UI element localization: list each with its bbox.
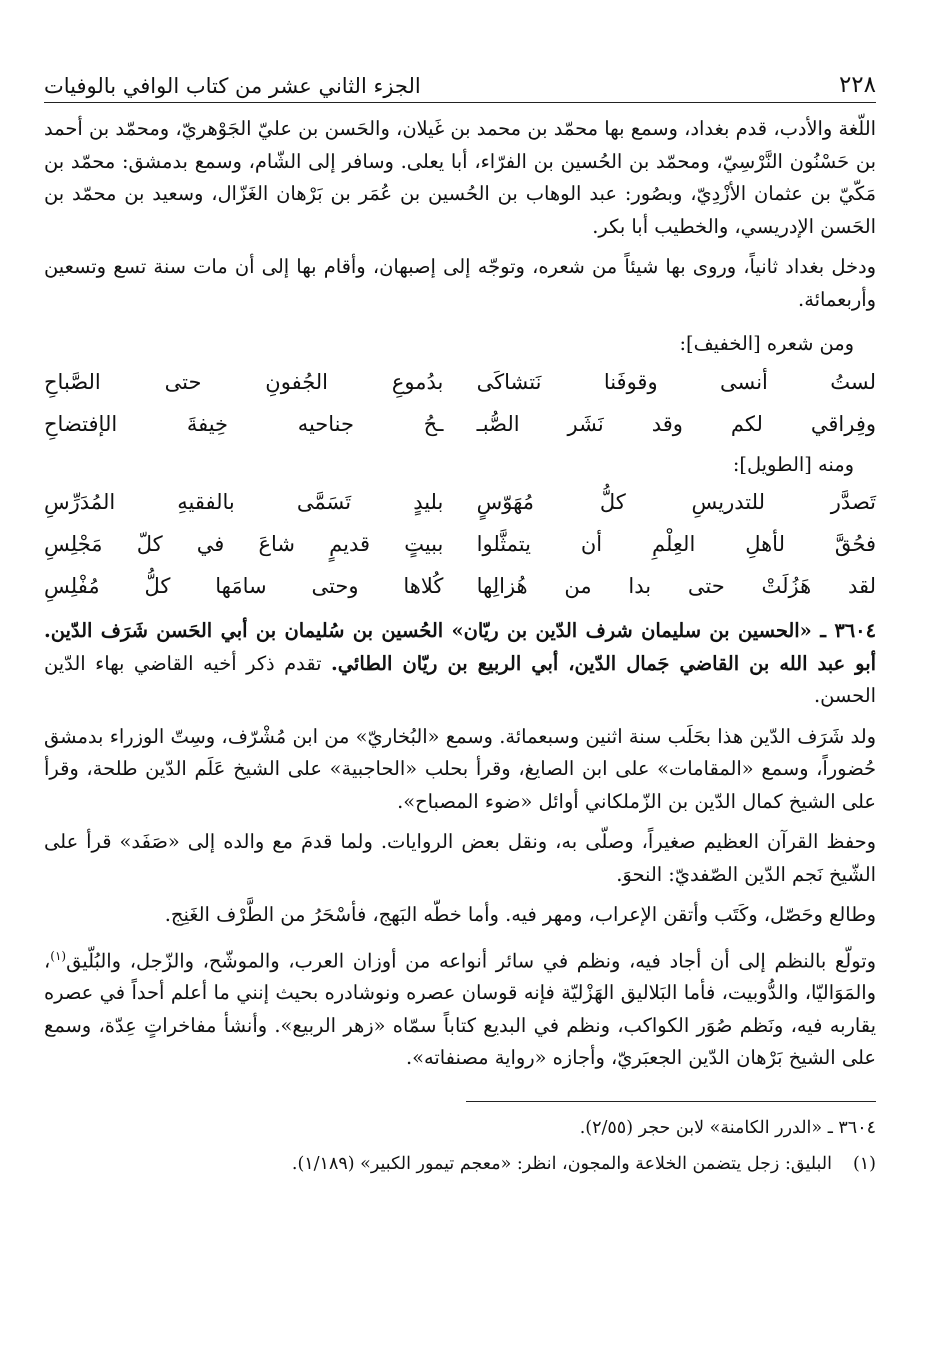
footnote-1 (44, 1146, 876, 1182)
verse-line (44, 403, 876, 445)
verse-hemistich-right: وفِراقي لكم وقد نَشَر الصُّبـ (476, 411, 876, 436)
verse-hemistich-right: لقد هَزُلَتْ حتى بدا من هُزالِها (476, 574, 876, 598)
poem-intro-tawil: ومنه [الطويل]: (732, 452, 854, 476)
page-number: ٢٢٨ (838, 72, 876, 98)
paragraph-4: وحفظ القرآن العظيم صغيراً، وصلّى به، ونقل بعض الروايات. ولما قدمَ مع والده إلى «صَفَد» قرأ على الشّيخ نَجم الدّين الصّفديّ: النحوَ. (44, 830, 876, 886)
verse-line (44, 481, 876, 523)
verse-hemistich-left: بدُموعِ الجُفونِ حتى الصَّباحِ (44, 369, 444, 394)
verse-line (44, 565, 876, 607)
entry-heading: ٣٦٠٤ ـ «الحسين بن سليمان شرف الدّين بن ريّان» الحُسين بن سُليمان بن أبي الحَسن شَرَف الدّين. أبو عبد الله بن القاضي جَمال الدّين، أبي الربيع بن ريّان الطائي. (44, 619, 876, 675)
entry-note: تقدم ذكر أخيه القاضي بهاء الدّين الحسن. (44, 651, 876, 707)
verse-hemistich-right: لستُ أنسى وقوفَنا نَتشاكَى (476, 369, 876, 394)
paragraph-2: ودخل بغداد ثانياً، وروى بها شيئاً من شعره، وتوجّه إلى إصبهان، وأقام بها إلى أن مات سنة تسع وتسعين وأربعمائة. (44, 255, 876, 311)
verse-hemistich-left: ببيتٍ قديمٍ شاعَ في كلّ مَجْلِسِ (44, 532, 444, 556)
footnotes (44, 1110, 876, 1182)
paragraph-3: ولد شَرَف الدّين هذا بحَلَب سنة اثنين وسبعمائة. وسمع «البُخاريّ» من ابن مُشْرّف، وسِتّ الوزراء بدمشق حُضوراً، وسمع «المقامات» على ابن الصايغ، وقرأ بحلب «الحاجبية» على الشيخ عَلَم الدّين طلحة، وقرأ على الشيخ كمال الدّين بن الزّملكاني أوائل «ضوء المصباح». (44, 724, 876, 813)
main-text (44, 103, 876, 1075)
verse-hemistich-left: ـحُ جناحيه خِيفةَ الإفتضاحِ (44, 411, 444, 436)
book-page (44, 50, 876, 1330)
footnote-text: البليق: زجل يتضمن الخلاعة والمجون، انظر: «معجم تيمور الكبير» (١/١٨٩). (291, 1153, 832, 1174)
footnote-reference[interactable]: (١) (50, 948, 67, 963)
footnote-text: ٣٦٠٤ ـ «الدرر الكامنة» لابن حجر (٢/٥٥). (579, 1117, 876, 1138)
verse-line (44, 523, 876, 565)
verse-hemistich-left: كُلاها وحتى سامَها كلُّ مُفْلِسِ (44, 574, 444, 598)
paragraph-6-start: وتولّع بالنظم إلى أن أجاد فيه، ونظم في سائر أنواعه من أوزان العرب، والموشّح، والزّجل، والبُلّيق (66, 948, 876, 972)
paragraph-6 (44, 940, 876, 1075)
verse-line (44, 361, 876, 403)
footnote-separator (466, 1101, 876, 1102)
page-header (44, 50, 876, 103)
poem-intro-khafif: ومن شعره [الخفيف]: (679, 332, 854, 355)
paragraph-5: وطالع وحَصّل، وكَتَب وأتقن الإعراب، ومهر فيه. وأما خطّه البَهج، فأسْحَرُ من الطَّرْف الغَنِج. (164, 903, 876, 926)
paragraph-6-end: ، والمَوَاليّا، والدُّوبيت، فأما البَلاليق الهَزْليّة فإنه قوسان عصره ونوشادره بحيث إنني ما أعلم أحداً في عصره يقاربه فيه، ونَظم صُوَر الكواكب، ونظم في البديع كتاباً سمّاه «زهر الربيع». وأنشأ مفاخراتٍ عِدّة، وسمع على الشيخ بَرْهان الدّين الجعبَريّ، وأجازه «رواية مصنفاته». (44, 948, 876, 1070)
verse-hemistich-left: بليدٍ تَسَمَّى بالفقيهِ المُدَرِّسِ (44, 490, 444, 514)
verse-hemistich-right: فحُقَّ لأهلِ العِلْمِ أن يتمثَّلوا (476, 532, 876, 556)
paragraph-1: اللّغة والأدب، قدم بغداد، وسمع بها محمّد بن محمد بن غَيلان، والحَسن بن عليّ الجَوْهريّ، ومحمّد بن أحمد بن حَسْنُون النَّرْسِيّ، ومحمّد بن الحُسين بن الفرّاء، أبا يعلى. وسافر إلى الشّام، وسمع بدمشق: محمّد بن مَكّيّ بن عثمان الأزْدِيّ، وبصُور: عبد الوهاب بن الحُسين بن عُمَر بن بَرْهان الغَزّال، وسعيد بن محمّد بن الحَسن الإدريسي، والخطيب أبا بكر. (44, 117, 876, 238)
running-title: الجزء الثاني عشر من كتاب الوافي بالوفيات (44, 74, 421, 98)
footnote-source (44, 1110, 876, 1146)
footnote-number: (١) (852, 1153, 876, 1174)
biography-entry (44, 615, 876, 713)
verse-hemistich-right: تَصدَّر للتدريسِ كلُّ مُهَوّسٍ (476, 490, 876, 514)
